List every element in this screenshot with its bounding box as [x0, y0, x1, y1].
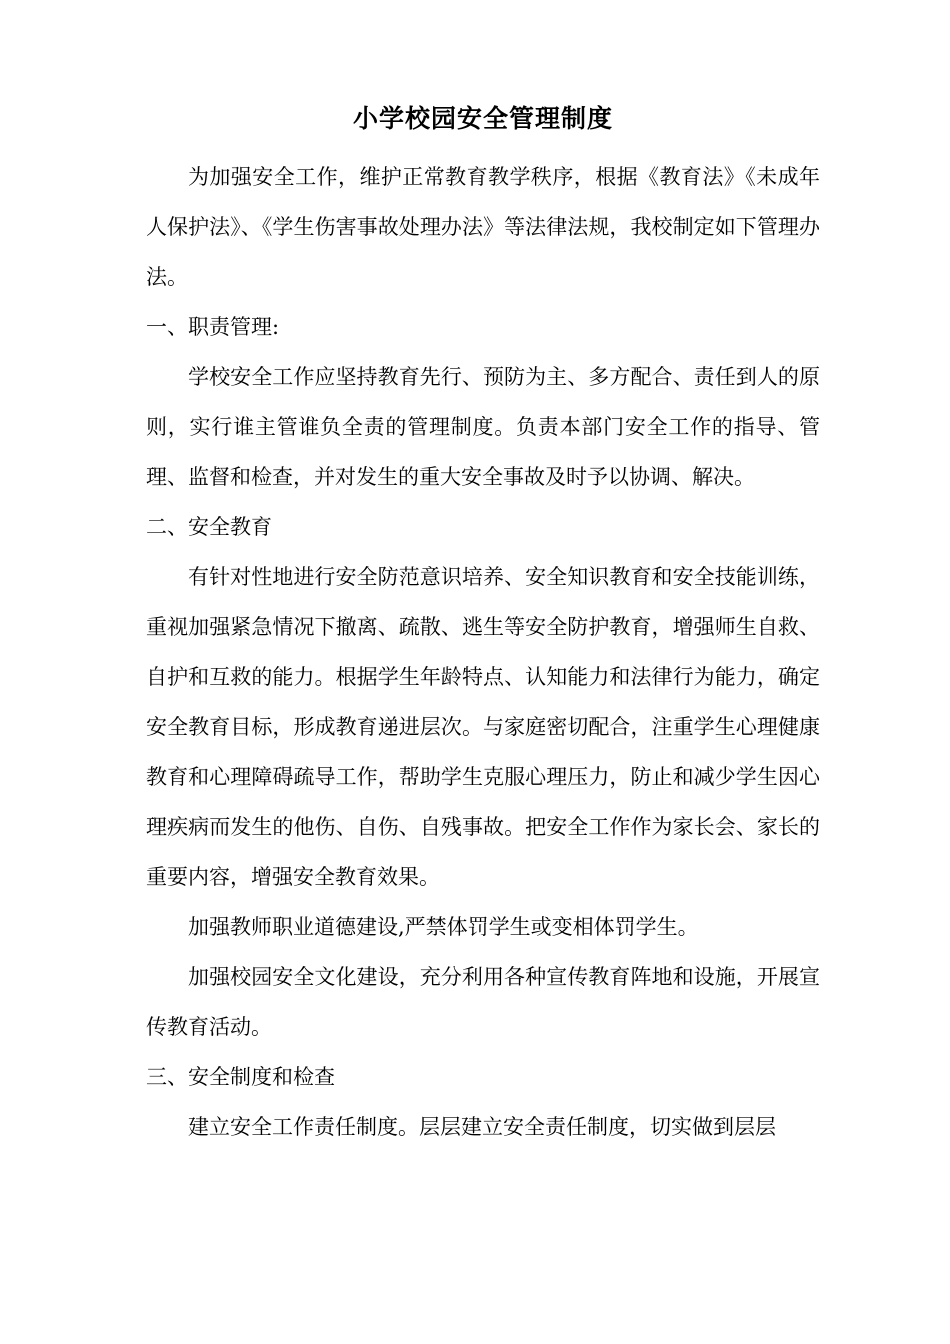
section-paragraph: 建立安全工作责任制度。层层建立安全责任制度，切实做到层层	[188, 1115, 776, 1139]
section-paragraph: 加强校园安全文化建设，充分利用各种宣传教育阵地和设施，开展宣传教育活动。	[146, 965, 820, 1039]
intro-paragraph: 为加强安全工作，维护正常教育教学秩序，根据《教育法》《未成年人保护法》、《学生伤害事故处理办法》等法律法规，我校制定如下管理办法。	[146, 165, 820, 289]
section-heading-responsibility: 一、职责管理:	[146, 315, 280, 339]
section-paragraph: 有针对性地进行安全防范意识培养、安全知识教育和安全技能训练，重视加强紧急情况下撤离、疏散、逃生等安全防护教育，增强师生自救、自护和互救的能力。根据学生年龄特点、认知能力和法律行为能力，确定安全教育目标，形成教育递进层次。与家庭密切配合，注重学生心理健康教育和心理障碍疏导工作，帮助学生克服心理压力，防止和减少学生因心理疾病而发生的他伤、自伤、自残事故。把安全工作作为家长会、家长的重要内容，增强安全教育效果。	[146, 565, 820, 889]
section-heading-safety-system: 三、安全制度和检查	[146, 1065, 335, 1089]
section-heading-safety-education: 二、安全教育	[146, 515, 272, 539]
section-paragraph: 学校安全工作应坚持教育先行、预防为主、多方配合、责任到人的原则，实行谁主管谁负全责的管理制度。负责本部门安全工作的指导、管理、监督和检查，并对发生的重大安全事故及时予以协调、解决。	[146, 365, 820, 489]
section-paragraph: 加强教师职业道德建设,严禁体罚学生或变相体罚学生。	[188, 915, 699, 939]
document-title: 小学校园安全管理制度	[352, 104, 613, 133]
